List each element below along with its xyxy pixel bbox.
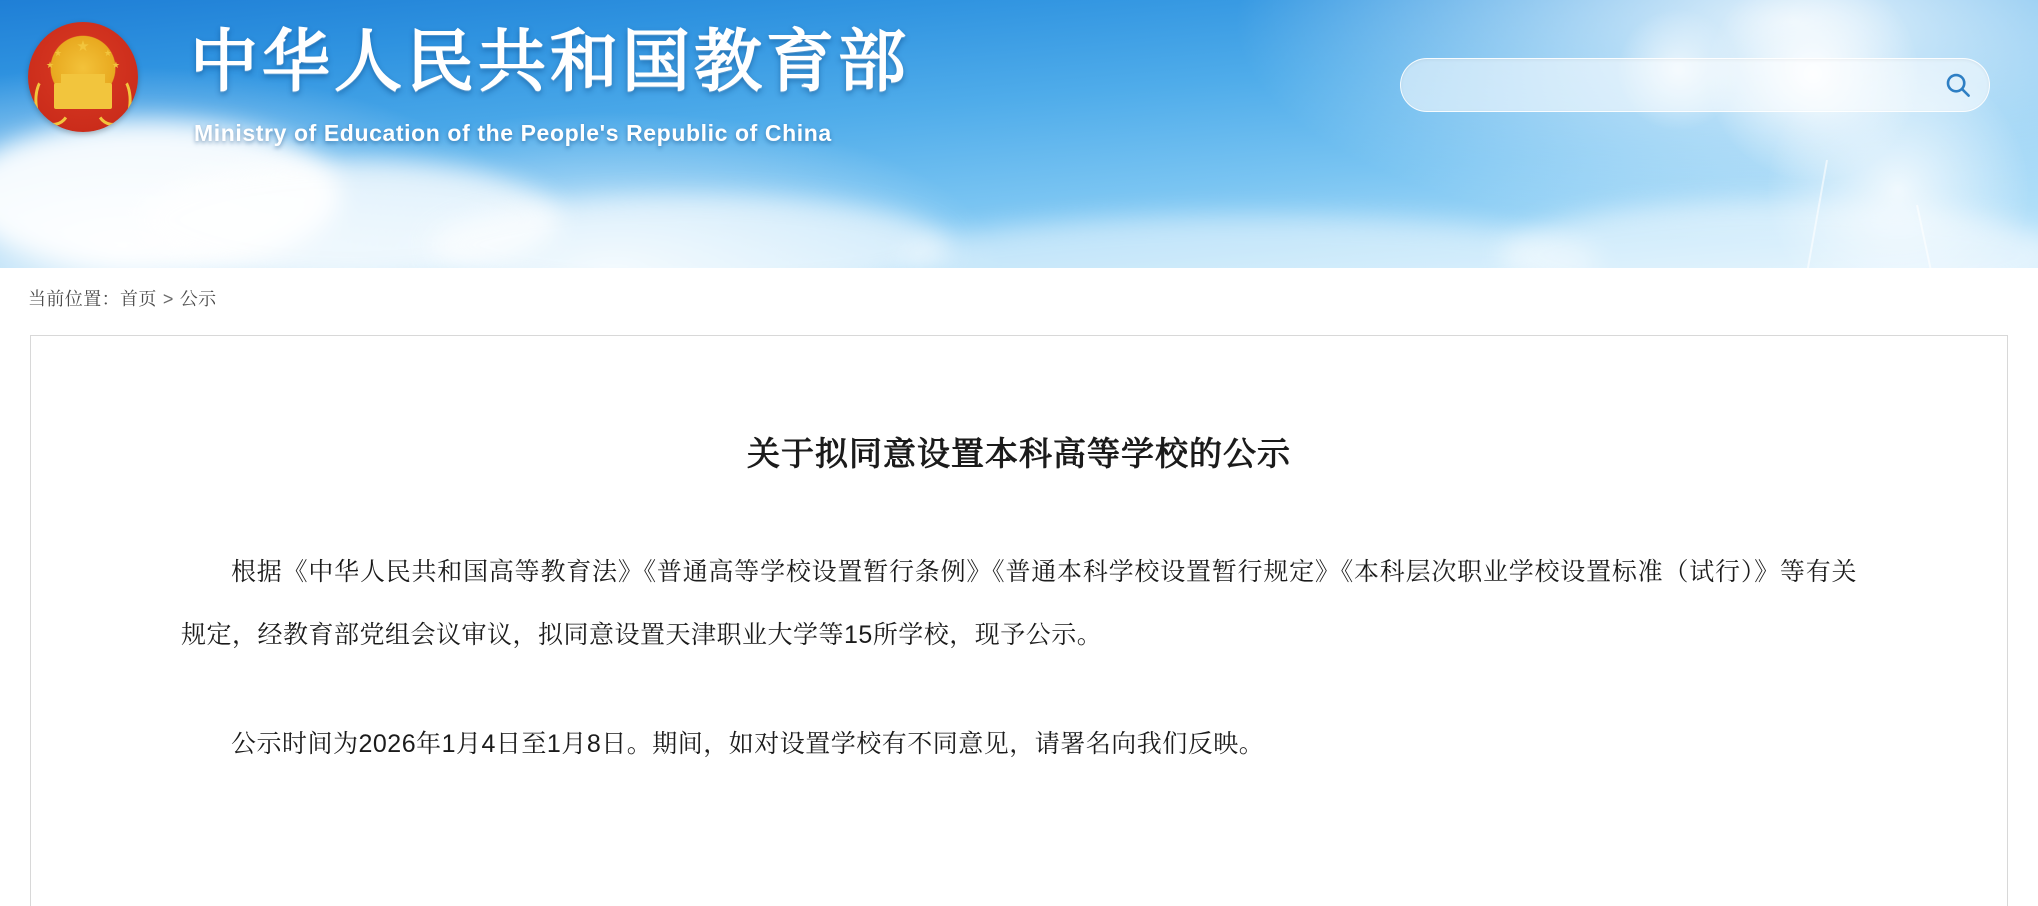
cloud-decoration [900, 215, 1600, 268]
emblem-star-icon: ★ [103, 48, 112, 58]
emblem-star-icon: ★ [46, 60, 55, 70]
search-button[interactable] [1927, 59, 1989, 111]
emblem-star-icon: ★ [76, 38, 90, 55]
breadcrumb [28, 285, 217, 311]
breadcrumb-label: 当前位置： [28, 289, 120, 309]
search-box[interactable] [1400, 58, 1990, 112]
site-title-en: Ministry of Education of the People's Republic of China [194, 120, 832, 146]
breadcrumb-separator: > [162, 289, 174, 309]
document-card [30, 335, 2008, 906]
document-paragraph: 根据《中华人民共和国高等教育法》《普通高等学校设置暂行条例》《普通本科学校设置暂行规定》《本科层次职业学校设置标准（试行）》等有关规定，经教育部党组会议审议，拟同意设置天津职业大学等15所学校，现予公示。 [181, 558, 1857, 649]
emblem-gate-icon [54, 83, 112, 109]
search-icon [1943, 70, 1973, 100]
document-title: 关于拟同意设置本科高等学校的公示 [747, 435, 1291, 472]
breadcrumb-item-home[interactable]: 首页 [120, 289, 157, 309]
document-paragraph: 公示时间为2026年1月4日至1月8日。期间，如对设置学校有不同意见，请署名向我们反映。 [231, 730, 1265, 758]
site-title-cn: 中华人民共和国教育部 [190, 23, 911, 102]
search-input[interactable] [1401, 59, 1927, 111]
site-header [0, 0, 2038, 268]
emblem-star-icon: ★ [111, 60, 120, 70]
document-body [31, 541, 2007, 776]
emblem-star-icon: ★ [54, 48, 63, 58]
breadcrumb-item-notice[interactable]: 公示 [179, 289, 217, 309]
national-emblem-icon [28, 22, 138, 132]
